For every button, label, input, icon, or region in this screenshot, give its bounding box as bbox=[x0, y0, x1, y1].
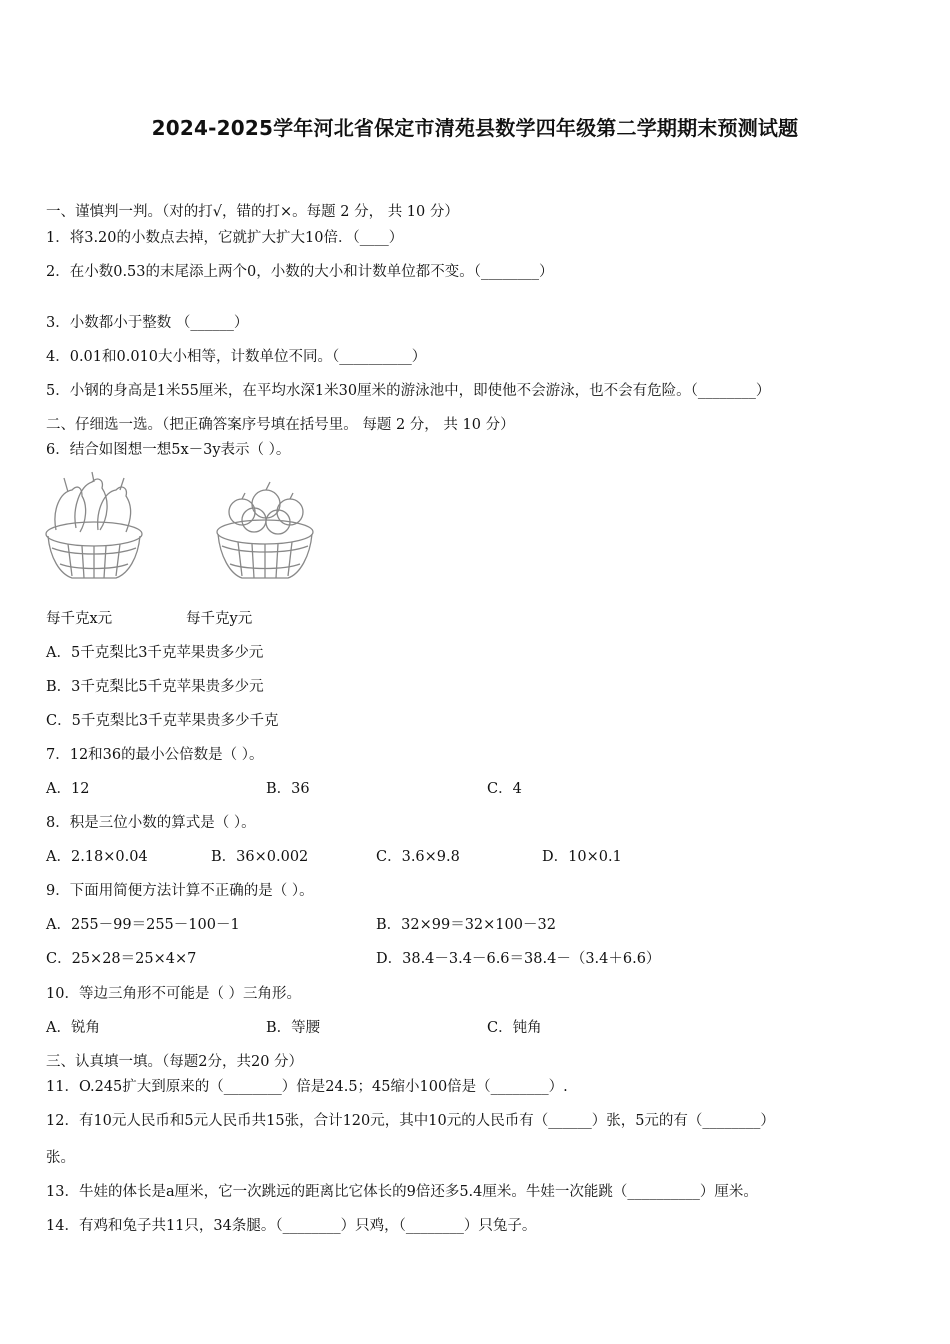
question-11: 11．O.245扩大到原来的（________）倍是24.5；45缩小100倍是（________）. bbox=[46, 1079, 568, 1095]
pear-price-label: 每千克x元 bbox=[46, 611, 113, 627]
question-7-option-a: A．12 bbox=[46, 781, 90, 797]
question-9-option-c: C．25×28＝25×4×7 bbox=[46, 951, 197, 967]
question-8-option-b: B．36×0.002 bbox=[211, 849, 309, 865]
question-2: 2．在小数0.53的末尾添上两个0，小数的大小和计数单位都不变。（________） bbox=[46, 264, 554, 280]
question-8-stem: 8．积是三位小数的算式是（ ）。 bbox=[46, 815, 256, 831]
question-7-option-c: C．4 bbox=[487, 781, 522, 797]
question-7-stem: 7．12和36的最小公倍数是（ ）。 bbox=[46, 747, 264, 763]
question-6-option-b: B．3千克梨比5千克苹果贵多少元 bbox=[46, 679, 264, 695]
apple-price-label: 每千克y元 bbox=[186, 611, 253, 627]
section1-heading: 一、谨慎判一判。（对的打√，错的打×。每题 2 分， 共 10 分） bbox=[46, 204, 459, 220]
question-6-option-a: A．5千克梨比3千克苹果贵多少元 bbox=[46, 645, 264, 661]
question-13: 13．牛娃的体长是a厘米，它一次跳远的距离比它体长的9倍还多5.4厘米。牛娃一次能跳（__________）厘米。 bbox=[46, 1184, 758, 1200]
question-14: 14．有鸡和兔子共11只，34条腿。（________）只鸡，（________）只兔子。 bbox=[46, 1218, 537, 1234]
question-10-option-c: C．钝角 bbox=[487, 1020, 542, 1036]
section2-heading: 二、仔细选一选。（把正确答案序号填在括号里。 每题 2 分， 共 10 分） bbox=[46, 417, 515, 433]
question-4: 4．0.01和0.010大小相等，计数单位不同。（__________） bbox=[46, 349, 427, 365]
question-5: 5．小钢的身高是1米55厘米，在平均水深1米30厘米的游泳池中，即使他不会游泳，也不会有危险。（________） bbox=[46, 383, 771, 399]
pear-basket-illustration bbox=[42, 470, 146, 582]
question-9-stem: 9．下面用简便方法计算不正确的是（ ）。 bbox=[46, 883, 314, 899]
question-6-option-c: C．5千克梨比3千克苹果贵多少千克 bbox=[46, 713, 279, 729]
question-9-option-a: A．255－99＝255－100－1 bbox=[46, 917, 240, 933]
question-6-stem: 6．结合如图想一想5x－3y表示（ ）。 bbox=[46, 442, 291, 458]
question-9-option-d: D．38.4－3.4－6.6＝38.4－（3.4＋6.6） bbox=[376, 951, 661, 967]
question-8-option-a: A．2.18×0.04 bbox=[46, 849, 148, 865]
question-3: 3．小数都小于整数 （______） bbox=[46, 315, 249, 331]
question-10-stem: 10．等边三角形不可能是（ ）三角形。 bbox=[46, 986, 302, 1002]
question-9-option-b: B．32×99＝32×100－32 bbox=[376, 917, 556, 933]
question-12: 12．有10元人民币和5元人民币共15张，合计120元，其中10元的人民币有（______）张，5元的有（________） bbox=[46, 1113, 775, 1129]
question-10-option-a: A．锐角 bbox=[46, 1020, 100, 1036]
question-7-option-b: B．36 bbox=[266, 781, 310, 797]
question-10-option-b: B．等腰 bbox=[266, 1020, 321, 1036]
apple-basket-illustration bbox=[212, 478, 318, 584]
question-8-option-d: D．10×0.1 bbox=[542, 849, 622, 865]
section3-heading: 三、认真填一填。（每题2分，共20 分） bbox=[46, 1054, 304, 1070]
page-title: 2024-2025学年河北省保定市清苑县数学四年级第二学期期末预测试题 bbox=[151, 116, 799, 140]
question-12-continued: 张。 bbox=[46, 1150, 75, 1166]
question-8-option-c: C．3.6×9.8 bbox=[376, 849, 460, 865]
question-1: 1．将3.20的小数点去掉，它就扩大扩大10倍．（____） bbox=[46, 230, 404, 246]
